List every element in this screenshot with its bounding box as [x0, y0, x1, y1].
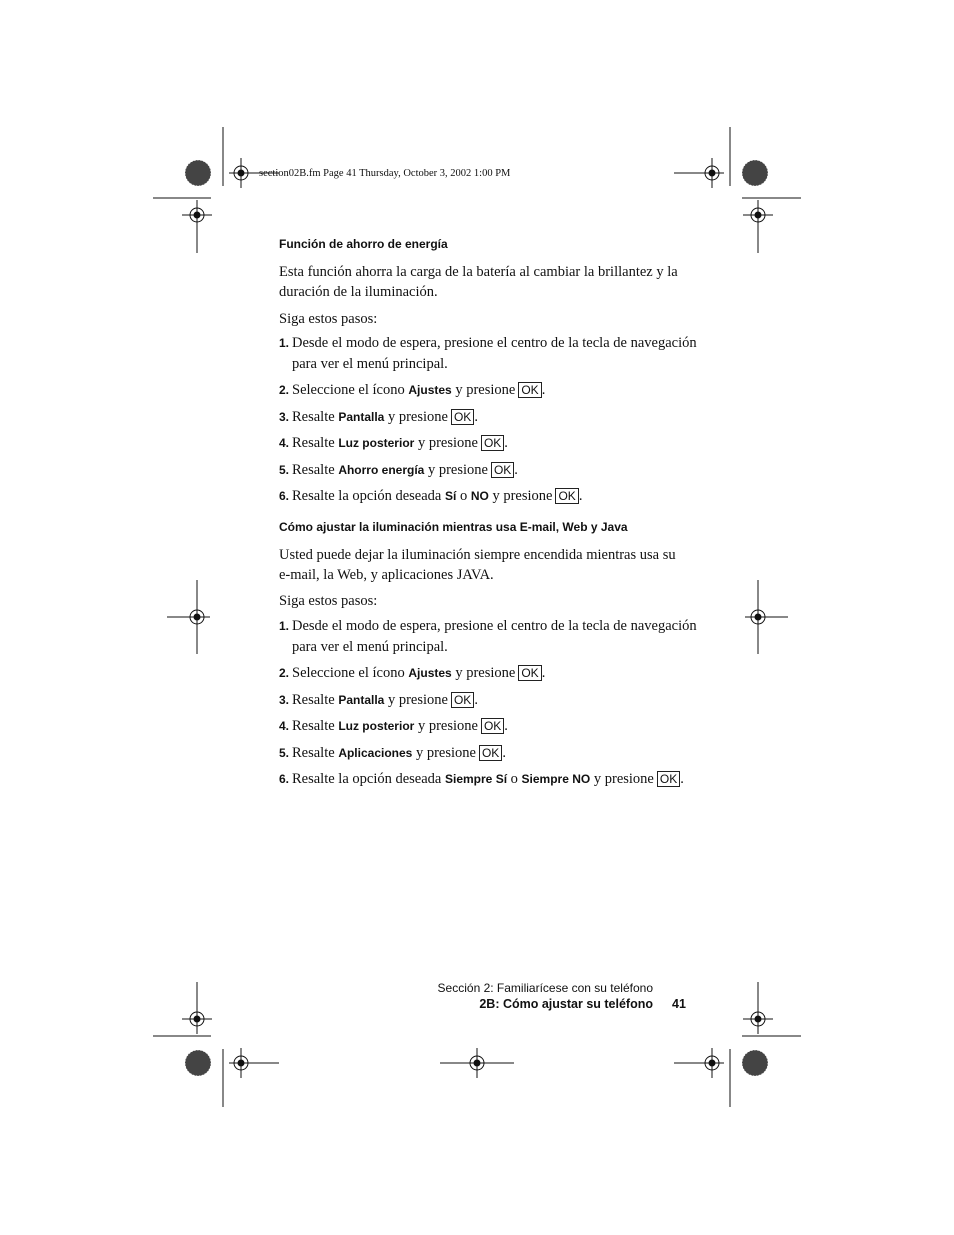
punctuation: . — [504, 435, 508, 451]
ok-key-icon: OK — [451, 692, 474, 708]
punctuation: . — [474, 409, 478, 425]
step-text: Resalte — [292, 718, 339, 734]
step-item — [279, 718, 508, 735]
step-item — [279, 435, 508, 452]
ok-key-icon: OK — [451, 409, 474, 425]
crosshair-icon — [674, 1048, 724, 1078]
step-text: y presione — [590, 771, 654, 787]
ok-key-icon: OK — [481, 435, 504, 451]
crosshair-icon — [743, 200, 773, 253]
step-text: Seleccione el ícono — [292, 665, 409, 681]
step-text: Resalte — [292, 692, 339, 708]
step-text: y presione — [424, 462, 488, 478]
step-text: Seleccione el ícono — [292, 382, 409, 398]
ok-key-icon: OK — [479, 745, 502, 761]
step-item — [279, 771, 684, 788]
step-text: y presione — [384, 692, 448, 708]
step-item — [279, 462, 518, 479]
step-item — [279, 618, 697, 635]
punctuation: . — [502, 745, 506, 761]
crosshair-icon — [182, 982, 212, 1034]
menu-term: Pantalla — [338, 693, 385, 707]
step-text: para ver el menú principal. — [292, 639, 448, 655]
step-text: Resalte — [292, 409, 339, 425]
step-text: y presione — [451, 665, 516, 681]
step-text: para ver el menú principal. — [292, 356, 448, 372]
step-text: o — [507, 771, 522, 787]
print-slug: section02B.fm Page 41 Thursday, October 3, 2002 1:00 PM — [259, 168, 511, 179]
punctuation: . — [504, 718, 508, 734]
step-text: y presione — [414, 435, 478, 451]
step-text: Resalte — [292, 462, 339, 478]
paragraph-line: Siga estos pasos: — [279, 593, 378, 609]
step-number: 6. — [279, 489, 290, 503]
menu-term: NO — [470, 489, 489, 503]
step-text: y presione — [412, 745, 476, 761]
step-text: Resalte — [292, 745, 339, 761]
ok-key-icon: OK — [518, 665, 541, 681]
step-item — [279, 488, 582, 505]
menu-term: Ajustes — [408, 383, 452, 397]
starburst-icon — [185, 1050, 211, 1076]
menu-term: Pantalla — [338, 410, 385, 424]
crosshair-icon — [182, 200, 212, 253]
section-heading: Función de ahorro de energía — [279, 237, 448, 251]
ok-key-icon: OK — [491, 462, 514, 478]
starburst-icon — [742, 1050, 768, 1076]
step-text: Desde el modo de espera, presione el centro de la tecla de navegación — [292, 618, 697, 634]
paragraph-line: Esta función ahorra la carga de la batería al cambiar la brillantez y la — [279, 264, 678, 280]
step-number: 6. — [279, 772, 290, 786]
step-number: 4. — [279, 719, 290, 733]
menu-term: Luz posterior — [338, 436, 415, 450]
punctuation: . — [680, 771, 684, 787]
starburst-icon — [185, 160, 211, 186]
step-text: Resalte la opción deseada — [292, 488, 445, 504]
step-number: 5. — [279, 746, 290, 760]
step-item — [279, 665, 545, 682]
step-text: Resalte — [292, 435, 339, 451]
ok-key-icon: OK — [518, 382, 541, 398]
crosshair-icon — [745, 580, 788, 654]
step-text: y presione — [414, 718, 478, 734]
ok-key-icon: OK — [657, 771, 680, 787]
crosshair-icon — [440, 1048, 514, 1078]
crosshair-icon — [229, 1048, 279, 1078]
step-number: 2. — [279, 383, 290, 397]
ok-key-icon: OK — [481, 718, 504, 734]
footer-section: Sección 2: Familiarícese con su teléfono — [437, 981, 653, 995]
menu-term: Siempre Sí — [445, 772, 508, 786]
section-heading: Cómo ajustar la iluminación mientras usa E-mail, Web y Java — [279, 520, 628, 534]
crosshair-icon — [167, 580, 210, 654]
menu-term: Luz posterior — [338, 719, 415, 733]
paragraph-line: Siga estos pasos: — [279, 311, 378, 327]
step-text: y presione — [488, 488, 553, 504]
step-number: 3. — [279, 693, 290, 707]
step-text: y presione — [384, 409, 448, 425]
page-number: 41 — [672, 997, 686, 1011]
step-number: 4. — [279, 436, 290, 450]
step-number: 2. — [279, 666, 290, 680]
punctuation: . — [474, 692, 478, 708]
punctuation: . — [541, 382, 546, 398]
step-item — [279, 335, 697, 352]
crosshair-icon — [674, 158, 724, 188]
menu-term: Siempre NO — [521, 772, 591, 786]
menu-term: Ajustes — [408, 666, 452, 680]
punctuation: . — [578, 488, 583, 504]
step-item — [279, 409, 478, 426]
menu-term: Aplicaciones — [338, 746, 413, 760]
crosshair-icon — [743, 982, 773, 1034]
paragraph-line: e-mail, la Web, y aplicaciones JAVA. — [279, 567, 494, 583]
step-text: Desde el modo de espera, presione el centro de la tecla de navegación — [292, 335, 697, 351]
paragraph-line: Usted puede dejar la iluminación siempre encendida mientras usa su — [279, 547, 676, 563]
step-item — [279, 745, 506, 762]
starburst-icon — [742, 160, 768, 186]
punctuation: . — [514, 462, 518, 478]
step-text: y presione — [451, 382, 516, 398]
step-number: 3. — [279, 410, 290, 424]
step-item — [279, 382, 545, 399]
step-text: o — [456, 488, 471, 504]
menu-term: Ahorro energía — [338, 463, 425, 477]
paragraph-line: duración de la iluminación. — [279, 284, 438, 300]
step-text: Resalte la opción deseada — [292, 771, 445, 787]
step-number: 1. — [279, 619, 290, 633]
ok-key-icon: OK — [555, 488, 578, 504]
menu-term: Sí — [445, 489, 457, 503]
punctuation: . — [541, 665, 546, 681]
step-number: 5. — [279, 463, 290, 477]
step-number: 1. — [279, 336, 290, 350]
step-item — [279, 692, 478, 709]
footer-chapter: 2B: Cómo ajustar su teléfono — [479, 997, 653, 1011]
